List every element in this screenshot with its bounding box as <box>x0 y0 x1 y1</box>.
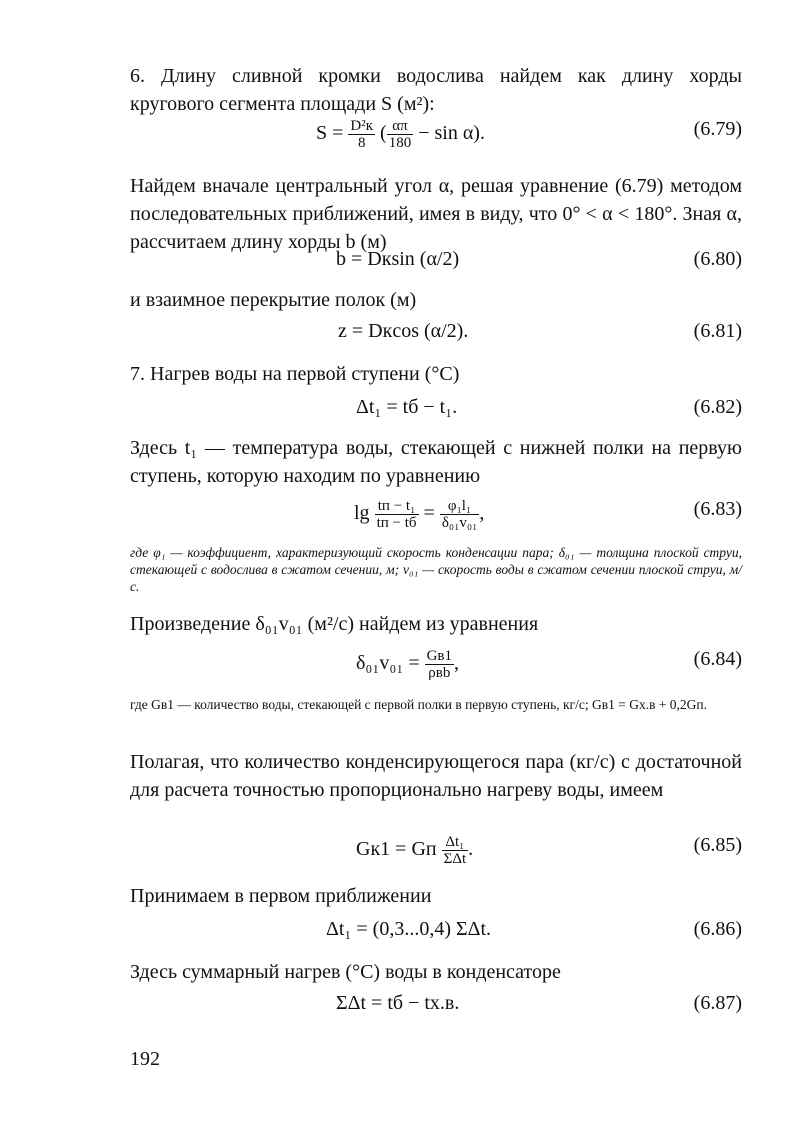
equation-6-87: ΣΔt = tб − tх.в. (6.87) <box>336 992 742 1014</box>
equation-number: (6.81) <box>693 320 742 342</box>
equation-6-80: b = Dкsin (α/2) (6.80) <box>336 248 742 270</box>
paragraph-overlap: и взаимное перекрытие полок (м) <box>130 289 417 311</box>
fraction: $\frac{\text{φ₁l₁}}{\text{δ₀₁v₀₁}}$ <box>441 498 478 531</box>
equation-number: (6.80) <box>693 248 742 270</box>
fraction: $\frac{Gв1}{\text{ρвb}}$ <box>426 648 453 681</box>
paragraph-condensing-steam: Полагая, что количество конденсирующегося пара (кг/с) с достаточной для расчета точностью пропорционально нагреву воды, имеем <box>130 751 742 801</box>
paragraph-product: Произведение δ₀₁v₀₁ (м²/с) найдем из уравнения <box>130 613 539 635</box>
fraction: $\frac{\alpha\pi}{180}$ <box>388 118 412 151</box>
equation-number: (6.82) <box>693 396 742 418</box>
equation-6-86: Δt₁ = (0,3...0,4) ΣΔt. (6.86) <box>326 918 742 940</box>
paragraph-water-temperature: Здесь t₁ — температура воды, стекающей с нижней полки на первую ступень, которую находим по уравнению <box>130 437 742 487</box>
equation-number: (6.86) <box>693 918 742 940</box>
footnote-water-quantity: где Gв1 — количество воды, стекающей с первой полки в первую ступень, кг/с; Gв1 = Gх.в + 0,2Gп. <box>130 697 708 712</box>
paragraph-weir-edge: 6. Длину сливной кромки водослива найдем как длину хорды кругового сегмента площади S (м²): <box>130 65 742 115</box>
equation-6-83-expression: lg $\frac{\text{tп − t₁}}{tп - tб}$ = $\frac{\text{φ₁l₁}}{\text{δ₀₁v₀₁}}$ , <box>354 498 485 531</box>
equation-6-84 <box>130 648 742 682</box>
equation-6-84-expression: δ₀₁v₀₁ = $\frac{Gв1}{\text{ρвb}}$ , <box>356 648 460 681</box>
paragraph-central-angle: Найдем вначале центральный угол α, решая уравнение (6.79) методом последовательных приближений, имея в виду, что 0° < α < 180°. Зная α, рассчитаем длину хорды b (м) <box>130 175 742 253</box>
equation-6-85 <box>130 834 742 868</box>
equation-number: (6.85) <box>693 834 742 856</box>
equation-6-79 <box>130 118 742 152</box>
paragraph-total-heating: Здесь суммарный нагрев (°С) воды в конденсаторе <box>130 961 561 983</box>
equation-6-81: z = Dкcos (α/2). (6.81) <box>338 320 742 342</box>
paragraph-first-stage-heating: 7. Нагрев воды на первой ступени (°С) <box>130 363 460 385</box>
equation-number: (6.83) <box>693 498 742 520</box>
fraction: $\frac{\text{D²к}}{8}$ <box>350 118 374 151</box>
fraction: $\frac{\text{Δt₁}}{\text{ΣΔt}}$ <box>443 834 467 867</box>
equation-number: (6.84) <box>693 648 742 670</box>
equation-6-83 <box>130 498 742 532</box>
equation-number: (6.79) <box>693 118 742 140</box>
page-number: 192 <box>130 1048 160 1070</box>
footnote-condensation: где φ₁ — коэффициент, характеризующий скорость конденсации пара; δ₀₁ — толщина плоской струи, стекающей с водослива в сжатом сечении, м; v₀₁ — скорость воды в сжатом сечении плоской струи, м/с. <box>130 545 742 594</box>
fraction: $\frac{\text{tп − t₁}}{tп - tб}$ <box>376 498 417 531</box>
equation-6-79-expression: S = $\frac{\text{D²к}}{8}$ ( $\frac{\alpha\pi}{180}$ − sin α). <box>316 118 485 151</box>
equation-6-82: Δt₁ = tб − t₁. (6.82) <box>356 396 742 418</box>
equation-number: (6.87) <box>693 992 742 1014</box>
equation-6-85-expression: Gк1 = Gп $\frac{\text{Δt₁}}{\text{ΣΔt}}$ . <box>356 834 474 867</box>
paragraph-first-approximation: Принимаем в первом приближении <box>130 885 432 907</box>
